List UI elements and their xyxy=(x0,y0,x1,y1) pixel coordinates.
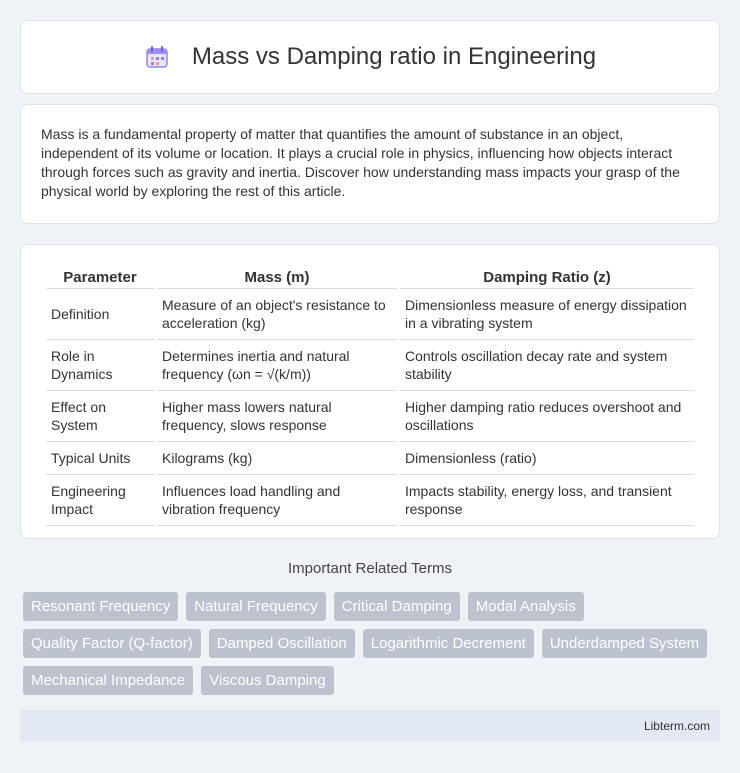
footer-brand-link[interactable]: Libterm.com xyxy=(643,719,710,733)
column-header-parameter: Parameter xyxy=(46,265,154,289)
table-cell: Dimensionless (ratio) xyxy=(400,442,694,475)
related-term-tag[interactable]: Logarithmic Decrement xyxy=(363,629,534,658)
table-row xyxy=(46,289,694,340)
table-row xyxy=(46,475,694,526)
table-row xyxy=(46,340,694,391)
related-term-tag[interactable]: Modal Analysis xyxy=(468,592,584,621)
related-term-tag[interactable]: Mechanical Impedance xyxy=(23,666,193,695)
table-cell: Effect on System xyxy=(46,391,154,442)
column-header-damping-ratio: Damping Ratio (z) xyxy=(400,265,694,289)
intro-card xyxy=(20,104,720,224)
table-cell: Determines inertia and natural frequency (ωn = √(k/m)) xyxy=(157,340,397,391)
table-cell: Typical Units xyxy=(46,442,154,475)
related-term-tag[interactable]: Critical Damping xyxy=(334,592,460,621)
related-term-tag[interactable]: Quality Factor (Q-factor) xyxy=(23,629,201,658)
table-row xyxy=(46,442,694,475)
table-cell: Impacts stability, energy loss, and transient response xyxy=(400,475,694,526)
related-term-tag[interactable]: Damped Oscillation xyxy=(209,629,355,658)
comparison-table xyxy=(43,265,697,526)
table-cell: Engineering Impact xyxy=(46,475,154,526)
table-cell: Higher mass lowers natural frequency, slows response xyxy=(157,391,397,442)
table-cell: Dimensionless measure of energy dissipation in a vibrating system xyxy=(400,289,694,340)
related-term-tag[interactable]: Natural Frequency xyxy=(186,592,325,621)
related-term-tag[interactable]: Underdamped System xyxy=(542,629,707,658)
table-header-row xyxy=(46,265,694,289)
title-card xyxy=(20,20,720,94)
related-term-tag[interactable]: Resonant Frequency xyxy=(23,592,178,621)
related-term-tag[interactable]: Viscous Damping xyxy=(201,666,333,695)
table-cell: Kilograms (kg) xyxy=(157,442,397,475)
related-terms-title: Important Related Terms xyxy=(288,560,452,577)
column-header-mass: Mass (m) xyxy=(157,265,397,289)
table-cell: Controls oscillation decay rate and system stability xyxy=(400,340,694,391)
related-terms-list xyxy=(23,592,723,695)
table-cell: Definition xyxy=(46,289,154,340)
table-cell: Measure of an object's resistance to acceleration (kg) xyxy=(157,289,397,340)
table-cell: Role in Dynamics xyxy=(46,340,154,391)
table-row xyxy=(46,391,694,442)
comparison-table-card xyxy=(20,244,720,539)
footer xyxy=(20,710,720,742)
table-cell: Higher damping ratio reduces overshoot and oscillations xyxy=(400,391,694,442)
calendar-icon xyxy=(144,44,170,70)
table-cell: Influences load handling and vibration frequency xyxy=(157,475,397,526)
page-title: Mass vs Damping ratio in Engineering xyxy=(191,43,597,70)
intro-text: Mass is a fundamental property of matter that quantifies the amount of substance in an object, independent of its volume or location. It plays a crucial role in physics, influencing how objects interact through forces such as gravity and inertia. Discover how understanding mass impacts your grasp of the physical world by exploring the rest of this article. xyxy=(41,126,680,199)
